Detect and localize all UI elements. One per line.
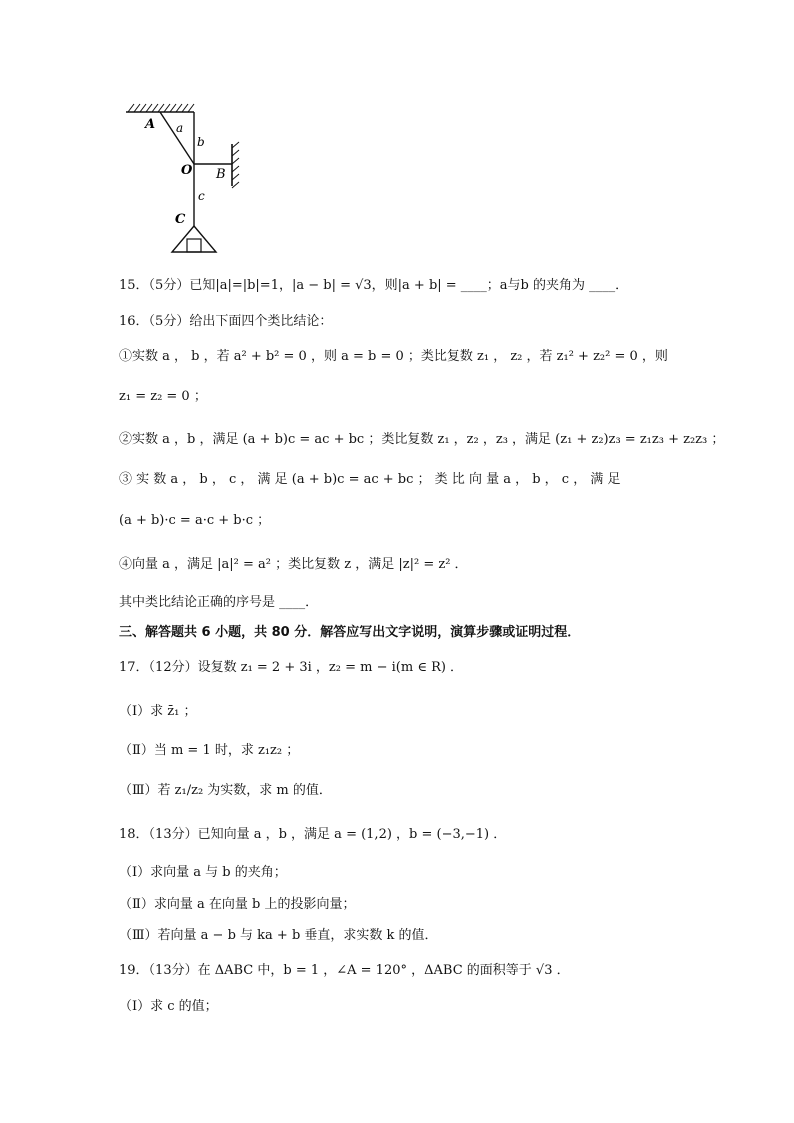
label-O: O [181,163,193,178]
q16-title: 16．（5分）给出下面四个类比结论： [119,314,333,329]
q18-title: 18．（13分）已知向量 a ，b ，满足 a = (1,2) ，b = (−3,−1) ． [119,827,507,842]
q19-part1: （Ⅰ）求 c 的值； [119,999,218,1014]
q16-item3-line2: (a + b)·c = a·c + b·c ； [119,513,271,528]
label-A: A [145,117,156,132]
q16-item4: ④向量 a ，满足 |a|² = a² ；类比复数 z ，满足 |z|² = z² ． [119,557,468,572]
label-c: c [198,189,205,203]
q16-item2: ②实数 a ，b ，满足 (a + b)c = ac + bc ；类比复数 z₁ ，z₂ ，z₃ ，满足 (z₁ + z₂)z₃ = z₁z₃ + z₂z₃ ； [119,432,725,447]
q16-item1-line2: z₁ = z₂ = 0 ； [119,389,207,404]
force-diagram-svg [118,98,248,258]
wall-hatch [232,142,239,188]
q19-title: 19．（13分）在 ΔABC 中，b = 1 ，∠A = 120° ，ΔABC 的面积等于 √3 ． [119,963,570,978]
q17-title: 17．（12分）设复数 z₁ = 2 + 3i ，z₂ = m − i(m ∈ R) ． [119,660,464,675]
q18-part3: （Ⅲ）若向量 a − b 与 ka + b 垂直，求实数 k 的值． [119,928,438,943]
q18-part2: （Ⅱ）求向量 a 在向量 b 上的投影向量； [119,897,356,912]
section3-title: 三、解答题共 6 小题，共 80 分．解答应写出文字说明，演算步骤或证明过程． [119,625,581,640]
label-b: b [197,135,205,149]
force-diagram [118,98,248,258]
q15-text: 15．（5分）已知|a|=|b|=1，|a − b| = √3，则|a + b| = ____；a与b 的夹角为 ____． [119,278,629,293]
label-a: a [176,121,184,135]
q16-item1-line1: ①实数 a ， b ，若 a² + b² = 0 ，则 a = b = 0 ；类比复数 z₁ ， z₂ ，若 z₁² + z₂² = 0 ，则 [119,349,668,364]
q16-item3-line1: ③ 实 数 a ， b ， c ， 满 足 (a + b)c = ac + bc ； 类 比 向 量 a ， b ， c ， 满 足 [119,472,621,487]
rope-a [160,112,194,164]
q17-part2: （Ⅱ）当 m = 1 时，求 z₁z₂ ； [119,743,300,758]
label-B: B [216,167,226,182]
q17-part3: （Ⅲ）若 z₁/z₂ 为实数，求 m 的值． [119,783,332,798]
weight-box [187,239,201,252]
q16-ask: 其中类比结论正确的序号是 ____． [119,595,319,610]
q17-part1: （Ⅰ）求 z̄₁ ； [119,704,197,719]
label-C: C [175,212,186,227]
ceiling-hatch [128,104,194,112]
q18-part1: （Ⅰ）求向量 a 与 b 的夹角； [119,865,287,880]
